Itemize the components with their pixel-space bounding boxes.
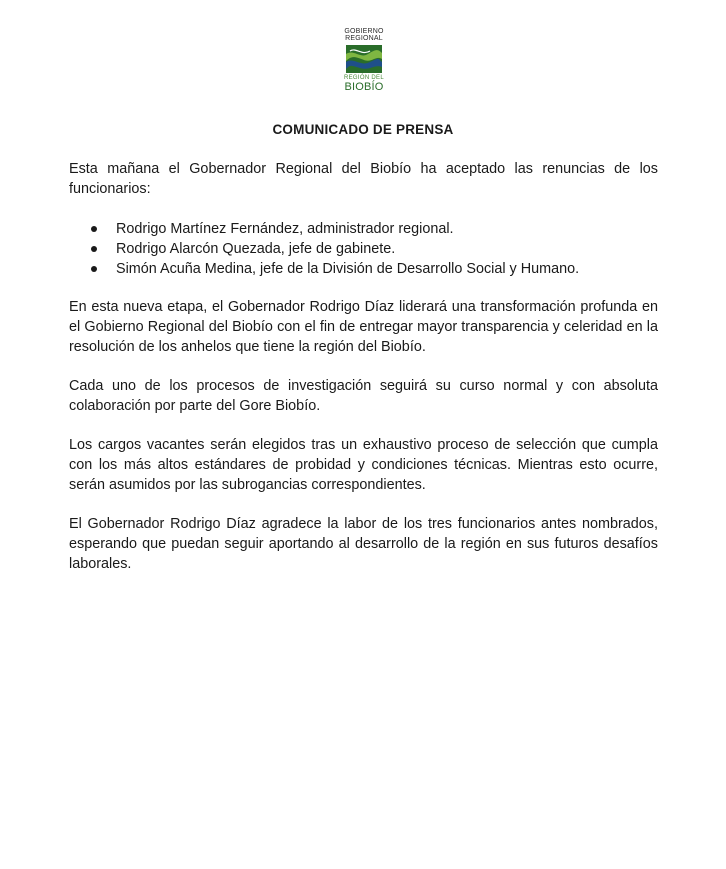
logo-biobio-label: BIOBÍO [344,81,384,93]
investigation-paragraph: Cada uno de los procesos de investigación seguirá su curso normal y con absoluta colaboración por parte del Gore Biobío. [69,378,658,414]
transformation-paragraph: En esta nueva etapa, el Gobernador Rodrigo Díaz liderará una transformación profunda en el Gobierno Regional del Biobío con el fin de entregar mayor transparencia y celeridad en la resolución de los anhelos que tiene la región del Biobío. [69,299,658,355]
bullet-icon [91,246,97,252]
logo-line-regional: REGIONAL [345,35,383,42]
page-title: COMUNICADO DE PRENSA [272,122,454,137]
bullet-icon [91,226,97,232]
official-name: Simón Acuña Medina, jefe de la División de Desarrollo Social y Humano. [116,261,580,277]
logo-header-text [336,28,392,42]
vacancies-paragraph: Los cargos vacantes serán elegidos tras un exhaustivo proceso de selección que cumpla con los más altos estándares de probidad y condiciones técnicas. Mientras esto ocurre, serán asumidos por las subrogancias correspondientes. [69,437,658,493]
gobierno-regional-logo [336,28,392,106]
official-name: Rodrigo Alarcón Quezada, jefe de gabinete. [116,241,396,257]
regional-government-logo-icon [346,45,382,73]
list-item [69,259,658,279]
officials-list [69,219,658,279]
list-item [69,239,658,259]
acknowledgement-paragraph: El Gobernador Rodrigo Díaz agradece la labor de los tres funcionarios antes nombrados, esperando que puedan seguir aportando al desarrollo de la región en sus futuros desafíos laborales. [69,516,658,572]
logo-line-gobierno: GOBIERNO [344,28,384,35]
intro-paragraph: Esta mañana el Gobernador Regional del Biobío ha aceptado las renuncias de los funcionarios: [69,161,658,197]
official-name: Rodrigo Martínez Fernández, administrador regional. [116,221,454,237]
logo-region-label: REGIÓN DEL [343,75,384,81]
bullet-icon [91,266,97,272]
list-item [69,219,658,239]
